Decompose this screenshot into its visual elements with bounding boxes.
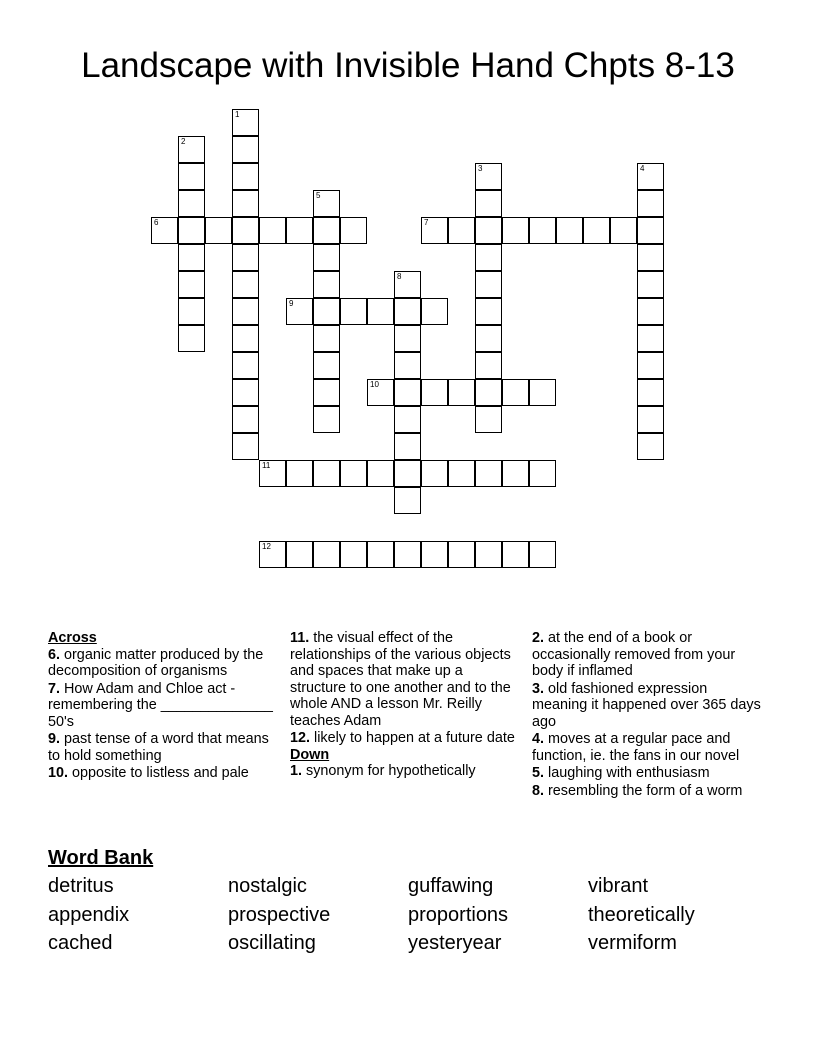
down-heading: Down xyxy=(290,746,330,763)
across-clue xyxy=(290,630,522,729)
crossword-cell[interactable] xyxy=(394,460,421,487)
across-clue-list xyxy=(48,647,280,782)
across-clue xyxy=(48,765,280,782)
crossword-cell[interactable] xyxy=(394,298,421,325)
crossword-cell[interactable] xyxy=(637,217,664,244)
crossword-cell[interactable] xyxy=(313,244,340,271)
across-clue xyxy=(48,681,280,731)
clue-number: 9. xyxy=(48,731,61,747)
clue-number: 2 xyxy=(181,137,186,146)
crossword-cell[interactable] xyxy=(367,460,394,487)
crossword-cell[interactable] xyxy=(178,217,205,244)
crossword-cell[interactable] xyxy=(259,541,286,568)
across-clue xyxy=(290,730,522,747)
clue-number: 8 xyxy=(397,272,402,281)
crossword-cell[interactable] xyxy=(448,217,475,244)
crossword-cell[interactable] xyxy=(259,217,286,244)
crossword-cell[interactable] xyxy=(421,541,448,568)
crossword-cell[interactable] xyxy=(394,325,421,352)
down-clue xyxy=(532,681,764,731)
crossword-cell[interactable] xyxy=(151,217,178,244)
crossword-cell[interactable] xyxy=(475,406,502,433)
down-clue xyxy=(532,783,764,800)
clue-number: 3. xyxy=(532,680,545,697)
crossword-cell[interactable] xyxy=(448,541,475,568)
crossword-cell[interactable] xyxy=(637,433,664,460)
crossword-cell[interactable] xyxy=(178,136,205,163)
crossword-cell[interactable] xyxy=(232,271,259,298)
clue-text: opposite to listless and pale xyxy=(68,765,249,781)
crossword-cell[interactable] xyxy=(367,298,394,325)
word-bank-item: guffawing xyxy=(408,875,494,897)
clue-number: 11 xyxy=(262,461,271,470)
crossword-cell[interactable] xyxy=(313,271,340,298)
clue-text: resembling the form of a worm xyxy=(544,782,743,799)
crossword-cell[interactable] xyxy=(286,217,313,244)
clue-number: 6 xyxy=(154,218,159,227)
word-bank-item: vermiform xyxy=(588,932,677,954)
crossword-cell[interactable] xyxy=(259,460,286,487)
word-bank-item: cached xyxy=(48,932,113,954)
across-clue xyxy=(48,731,280,764)
clue-number: 5. xyxy=(532,765,545,781)
crossword-cell[interactable] xyxy=(340,298,367,325)
clue-text: laughing with enthusiasm xyxy=(544,765,710,781)
crossword-cell[interactable] xyxy=(556,217,583,244)
crossword-cell[interactable] xyxy=(448,379,475,406)
clue-text: organic matter produced by the decomposition of organisms xyxy=(48,646,264,679)
crossword-cell[interactable] xyxy=(367,541,394,568)
crossword-cell[interactable] xyxy=(448,460,475,487)
clue-number: 10 xyxy=(370,380,379,389)
clue-number: 10. xyxy=(48,765,69,781)
crossword-cell[interactable] xyxy=(394,406,421,433)
clue-text: the visual effect of the relationships of the various objects and spaces that make up a structure to one another and to the whole AND a lesson Mr. Reilly teaches Adam xyxy=(290,630,511,729)
crossword-cell[interactable] xyxy=(637,325,664,352)
crossword-cell[interactable] xyxy=(502,217,529,244)
clue-text: How Adam and Chloe act - remembering the ______________ 50's xyxy=(48,680,273,730)
clue-number: 2. xyxy=(532,630,545,646)
crossword-cell[interactable] xyxy=(529,217,556,244)
crossword-cell[interactable] xyxy=(394,379,421,406)
word-bank-item: proportions xyxy=(408,904,509,926)
clue-number: 4. xyxy=(532,731,545,747)
crossword-cell[interactable] xyxy=(313,298,340,325)
crossword-cell[interactable] xyxy=(286,541,313,568)
page-title: Landscape with Invisible Hand Chpts 8-13 xyxy=(81,46,735,85)
clue-number: 1. xyxy=(290,763,303,779)
clues-column-2 xyxy=(290,630,522,780)
crossword-cell[interactable] xyxy=(232,433,259,460)
crossword-cell[interactable] xyxy=(394,541,421,568)
crossword-cell[interactable] xyxy=(421,379,448,406)
word-bank-item: detritus xyxy=(48,875,114,897)
down-clue xyxy=(532,630,764,680)
crossword-cell[interactable] xyxy=(313,190,340,217)
crossword-cell[interactable] xyxy=(178,190,205,217)
crossword-cell[interactable] xyxy=(232,325,259,352)
crossword-cell[interactable] xyxy=(313,325,340,352)
crossword-cell[interactable] xyxy=(475,190,502,217)
crossword-cell[interactable] xyxy=(232,109,259,136)
crossword-cell[interactable] xyxy=(232,352,259,379)
word-bank-item: nostalgic xyxy=(228,875,307,897)
crossword-cell[interactable] xyxy=(394,433,421,460)
clue-number: 5 xyxy=(316,191,321,200)
clue-text: past tense of a word that means to hold something xyxy=(48,731,269,764)
across-clue xyxy=(48,647,280,680)
word-bank-item: appendix xyxy=(48,904,130,926)
crossword-cell[interactable] xyxy=(340,541,367,568)
crossword-cell[interactable] xyxy=(313,352,340,379)
crossword-cell[interactable] xyxy=(637,406,664,433)
crossword-cell[interactable] xyxy=(421,460,448,487)
crossword-cell[interactable] xyxy=(367,379,394,406)
clue-text: at the end of a book or occasionally removed from your body if inflamed xyxy=(532,630,736,679)
crossword-cell[interactable] xyxy=(529,379,556,406)
crossword-cell[interactable] xyxy=(475,325,502,352)
crossword-cell[interactable] xyxy=(232,136,259,163)
clue-number: 12 xyxy=(262,542,271,551)
crossword-cell[interactable] xyxy=(394,487,421,514)
clue-number: 6. xyxy=(48,646,61,663)
crossword-cell[interactable] xyxy=(475,244,502,271)
crossword-cell[interactable] xyxy=(475,352,502,379)
crossword-cell[interactable] xyxy=(502,460,529,487)
crossword-cell[interactable] xyxy=(205,217,232,244)
clues-column-1 xyxy=(48,630,280,782)
crossword-cell[interactable] xyxy=(178,244,205,271)
crossword-cell[interactable] xyxy=(340,217,367,244)
down-clue-list-continued xyxy=(532,630,764,799)
down-clue xyxy=(532,765,764,782)
crossword-cell[interactable] xyxy=(394,271,421,298)
clue-number: 7 xyxy=(424,218,429,227)
crossword-cell[interactable] xyxy=(475,217,502,244)
crossword-cell[interactable] xyxy=(232,379,259,406)
crossword-cell[interactable] xyxy=(637,271,664,298)
across-clue-list-continued xyxy=(290,630,522,747)
crossword-cell[interactable] xyxy=(475,541,502,568)
crossword-cell[interactable] xyxy=(178,163,205,190)
word-bank-item: yesteryear xyxy=(408,932,502,954)
crossword-cell[interactable] xyxy=(340,460,367,487)
crossword-cell[interactable] xyxy=(421,217,448,244)
down-clue xyxy=(532,731,764,764)
crossword-cell[interactable] xyxy=(475,460,502,487)
crossword-cell[interactable] xyxy=(178,325,205,352)
word-bank-item: prospective xyxy=(228,904,331,926)
crossword-cell[interactable] xyxy=(313,217,340,244)
crossword-cell[interactable] xyxy=(637,298,664,325)
word-bank-item: theoretically xyxy=(588,904,695,926)
clue-number: 11. xyxy=(290,630,310,646)
crossword-cell[interactable] xyxy=(286,460,313,487)
crossword-cell[interactable] xyxy=(475,271,502,298)
crossword-cell[interactable] xyxy=(313,406,340,433)
crossword-cell[interactable] xyxy=(637,244,664,271)
crossword-cell[interactable] xyxy=(178,271,205,298)
crossword-cell[interactable] xyxy=(232,190,259,217)
down-clue xyxy=(290,763,522,780)
crossword-cell[interactable] xyxy=(529,460,556,487)
clue-number: 3 xyxy=(478,164,483,173)
crossword-cell[interactable] xyxy=(637,163,664,190)
clue-number: 9 xyxy=(289,299,294,308)
crossword-cell[interactable] xyxy=(394,352,421,379)
word-bank-item: oscillating xyxy=(228,932,316,954)
crossword-cell[interactable] xyxy=(232,217,259,244)
crossword-cell[interactable] xyxy=(475,298,502,325)
crossword-cell[interactable] xyxy=(313,460,340,487)
clue-text: likely to happen at a future date xyxy=(310,730,515,746)
crossword-cell[interactable] xyxy=(178,298,205,325)
down-clue-list xyxy=(290,763,522,780)
crossword-cell[interactable] xyxy=(583,217,610,244)
clue-number: 8. xyxy=(532,782,545,799)
crossword-cell[interactable] xyxy=(286,298,313,325)
crossword-cell[interactable] xyxy=(232,244,259,271)
clues-column-3 xyxy=(532,630,764,799)
crossword-cell[interactable] xyxy=(637,352,664,379)
clue-number: 7. xyxy=(48,680,61,697)
clue-number: 4 xyxy=(640,164,645,173)
clue-number: 1 xyxy=(235,110,240,119)
crossword-cell[interactable] xyxy=(421,298,448,325)
crossword-cell[interactable] xyxy=(637,190,664,217)
word-bank-item: vibrant xyxy=(588,875,649,897)
clue-text: old fashioned expression meaning it happened over 365 days ago xyxy=(532,680,761,730)
clue-text: moves at a regular pace and function, ie. the fans in our novel xyxy=(532,731,740,764)
crossword-cell[interactable] xyxy=(313,541,340,568)
crossword-cell[interactable] xyxy=(313,379,340,406)
crossword-cell[interactable] xyxy=(502,541,529,568)
crossword-cell[interactable] xyxy=(475,163,502,190)
crossword-cell[interactable] xyxy=(529,541,556,568)
clue-text: synonym for hypothetically xyxy=(302,763,476,779)
crossword-cell[interactable] xyxy=(610,217,637,244)
crossword-cell[interactable] xyxy=(232,298,259,325)
clue-number: 12. xyxy=(290,730,311,746)
crossword-cell[interactable] xyxy=(637,379,664,406)
crossword-cell[interactable] xyxy=(232,406,259,433)
word-bank-heading: Word Bank xyxy=(48,847,154,869)
crossword-cell[interactable] xyxy=(475,379,502,406)
crossword-cell[interactable] xyxy=(232,163,259,190)
crossword-cell[interactable] xyxy=(502,379,529,406)
across-heading: Across xyxy=(48,630,97,646)
